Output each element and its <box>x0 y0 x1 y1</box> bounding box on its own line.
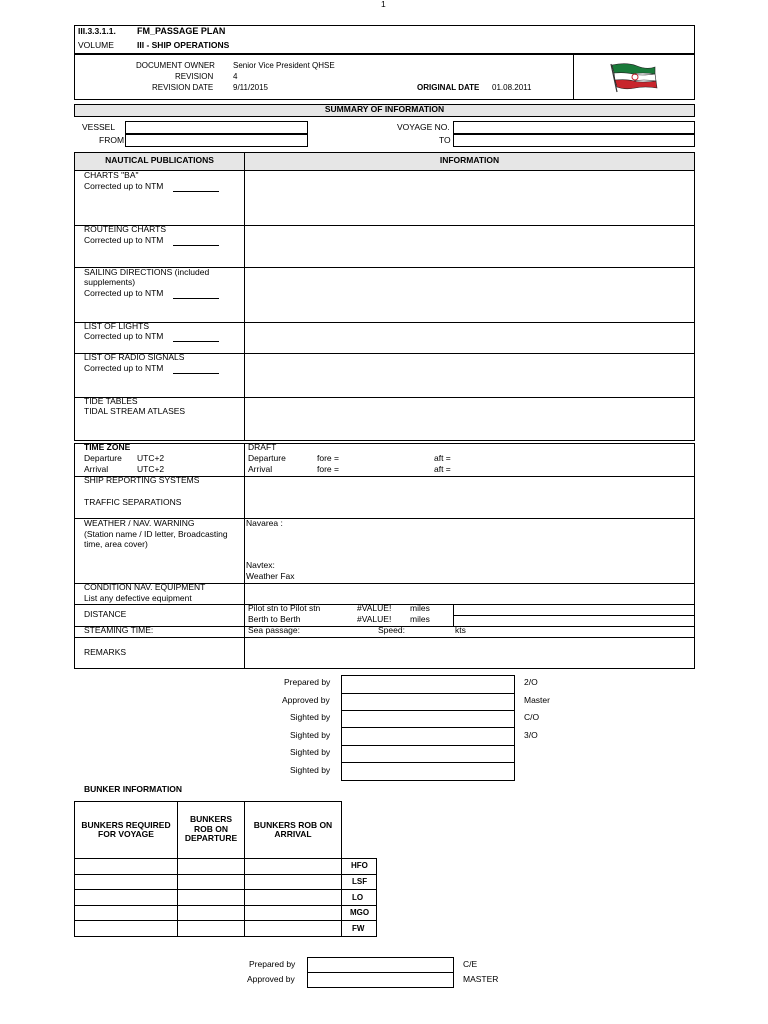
row-divider <box>74 322 695 323</box>
radio-label: LIST OF RADIO SIGNALS <box>84 352 185 362</box>
tidal-label: TIDAL STREAM ATLASES <box>84 406 186 416</box>
signature-role: C/O <box>524 712 540 722</box>
bunker-col3-header-2: ARRIVAL <box>274 829 312 839</box>
charts-ba-corrected: Corrected up to NTM <box>84 182 219 192</box>
bunker-row-divider <box>74 920 377 921</box>
bunker-row-divider <box>74 905 377 906</box>
bunker-row-divider <box>74 889 377 890</box>
vessel-input[interactable] <box>125 121 308 134</box>
signature-field[interactable] <box>341 693 515 711</box>
bunker-approved-field[interactable] <box>307 972 454 988</box>
signature-field[interactable] <box>341 727 515 746</box>
traffic-label: TRAFFIC SEPARATIONS <box>84 497 182 507</box>
weather-note-2: time, area cover) <box>84 539 148 549</box>
speed-label: Speed: <box>378 625 405 635</box>
berth-label: Berth to Berth <box>248 614 301 624</box>
pilot-value: #VALUE! <box>357 603 392 613</box>
bunker-prepared-role: C/E <box>463 959 478 969</box>
distance-sub-divider <box>453 615 695 616</box>
lights-label: LIST OF LIGHTS <box>84 321 150 331</box>
defective-label: List any defective equipment <box>84 593 192 603</box>
pilot-label: Pilot stn to Pilot stn <box>248 603 321 613</box>
bunker-prepared-label: Prepared by <box>249 959 296 969</box>
signature-role: Master <box>524 695 550 705</box>
bunker-col2-header-2: ROB ON <box>194 824 228 834</box>
signature-role: 3/O <box>524 730 538 740</box>
nautical-col-divider <box>244 171 245 441</box>
owner-label: DOCUMENT OWNER <box>136 61 215 70</box>
fuel-label-hfo: HFO <box>351 861 368 870</box>
sailing-label-2: supplements) <box>84 277 136 287</box>
timezone-departure-utc: UTC+2 <box>137 453 165 463</box>
signature-field[interactable] <box>341 675 515 694</box>
revision-date-label: REVISION DATE <box>152 83 214 92</box>
bunker-col1-header-2: FOR VOYAGE <box>98 829 154 839</box>
draft-arrival-aft: aft = <box>434 464 451 474</box>
signature-label: Sighted by <box>290 765 331 775</box>
logo-divider <box>573 54 574 100</box>
signature-field[interactable] <box>341 710 515 728</box>
signature-label: Prepared by <box>284 677 331 687</box>
row-divider <box>74 397 695 398</box>
original-date-value: 01.08.2011 <box>492 83 532 92</box>
fuel-label-fw: FW <box>352 924 365 933</box>
condition-label: CONDITION NAV. EQUIPMENT <box>84 582 206 592</box>
flag-logo-icon <box>607 60 659 94</box>
sailing-label-1: SAILING DIRECTIONS (included <box>84 267 210 277</box>
signature-label: Sighted by <box>290 747 331 757</box>
fuel-label-mgo: MGO <box>350 908 370 917</box>
berth-value: #VALUE! <box>357 614 392 624</box>
bunker-row-divider <box>74 874 377 875</box>
tide-label: TIDE TABLES <box>84 396 138 406</box>
remarks-label: REMARKS <box>84 647 127 657</box>
navtex-label: Navtex: <box>246 560 275 570</box>
weather-note-1: (Station name / ID letter, Broadcasting <box>84 529 228 539</box>
distance-label: DISTANCE <box>84 609 127 619</box>
draft-arrival-fore: fore = <box>317 464 339 474</box>
weather-fax-label: Weather Fax <box>246 571 295 581</box>
fuel-label-lsf: LSF <box>352 877 368 886</box>
nautical-header: NAUTICAL PUBLICATIONS <box>105 155 214 165</box>
draft-arrival: Arrival <box>248 464 273 474</box>
timezone-label: TIME ZONE <box>84 442 131 452</box>
signature-role: 2/O <box>524 677 538 687</box>
bunker-row-divider <box>74 858 377 859</box>
berth-miles: miles <box>410 614 430 624</box>
routeing-label: ROUTEING CHARTS <box>84 224 167 234</box>
from-label: FROM <box>99 135 125 145</box>
voyage-label: VOYAGE NO. <box>397 122 450 132</box>
draft-departure-fore: fore = <box>317 453 339 463</box>
row-divider <box>74 637 695 638</box>
weather-label: WEATHER / NAV. WARNING <box>84 518 195 528</box>
signature-label: Approved by <box>282 695 330 705</box>
signature-field[interactable] <box>341 762 515 781</box>
original-date-label: ORIGINAL DATE <box>417 83 480 92</box>
bunker-approved-label: Approved by <box>247 974 295 984</box>
revision-date-value: 9/11/2015 <box>233 83 268 92</box>
radio-corrected: Corrected up to NTM <box>84 364 219 374</box>
bunker-col1-header-1: BUNKERS REQUIRED <box>81 820 171 830</box>
distance-sub-vline <box>453 604 454 626</box>
charts-ba-label: CHARTS "BA" <box>84 170 139 180</box>
draft-departure: Departure <box>248 453 286 463</box>
vessel-label: VESSEL <box>82 122 116 132</box>
volume-value: III - SHIP OPERATIONS <box>137 40 230 50</box>
bunker-title: BUNKER INFORMATION <box>84 784 183 794</box>
revision-label: REVISION <box>175 72 214 81</box>
page-number: 1 <box>381 0 386 9</box>
row-divider <box>74 225 695 226</box>
ship-reporting-label: SHIP REPORTING SYSTEMS <box>84 475 200 485</box>
voyage-input[interactable] <box>453 121 695 134</box>
information-header: INFORMATION <box>439 155 500 165</box>
timezone-arrival: Arrival <box>84 464 109 474</box>
fuel-label-lo: LO <box>352 893 364 902</box>
signature-field[interactable] <box>341 745 515 763</box>
kts-label: kts <box>455 625 466 635</box>
routeing-corrected: Corrected up to NTM <box>84 236 219 246</box>
signature-label: Sighted by <box>290 730 331 740</box>
document-code: III.3.3.1.1. <box>78 26 116 36</box>
sea-passage-label: Sea passage: <box>248 625 300 635</box>
to-input[interactable] <box>453 134 695 147</box>
navarea-label: Navarea : <box>246 518 283 528</box>
summary-title: SUMMARY OF INFORMATION <box>324 104 445 114</box>
volume-label: VOLUME <box>78 40 114 50</box>
timezone-arrival-utc: UTC+2 <box>137 464 165 474</box>
revision-value: 4 <box>233 72 238 81</box>
bunker-approved-role: MASTER <box>463 974 499 984</box>
signature-label: Sighted by <box>290 712 331 722</box>
bunker-col3-header-1: BUNKERS ROB ON <box>253 820 333 830</box>
timezone-departure: Departure <box>84 453 122 463</box>
draft-label: DRAFT <box>248 442 277 452</box>
sailing-corrected: Corrected up to NTM <box>84 289 219 299</box>
to-label: TO <box>439 135 451 145</box>
pilot-miles: miles <box>410 603 430 613</box>
owner-value: Senior Vice President QHSE <box>233 61 335 70</box>
document-title: FM_PASSAGE PLAN <box>137 26 226 36</box>
bunker-col2-header-1: BUNKERS <box>189 814 233 824</box>
lights-corrected: Corrected up to NTM <box>84 332 219 342</box>
from-input[interactable] <box>125 134 308 147</box>
draft-departure-aft: aft = <box>434 453 451 463</box>
steaming-label: STEAMING TIME: <box>84 625 154 635</box>
bunker-col2-header-3: DEPARTURE <box>184 833 238 843</box>
bunker-prepared-field[interactable] <box>307 957 454 973</box>
